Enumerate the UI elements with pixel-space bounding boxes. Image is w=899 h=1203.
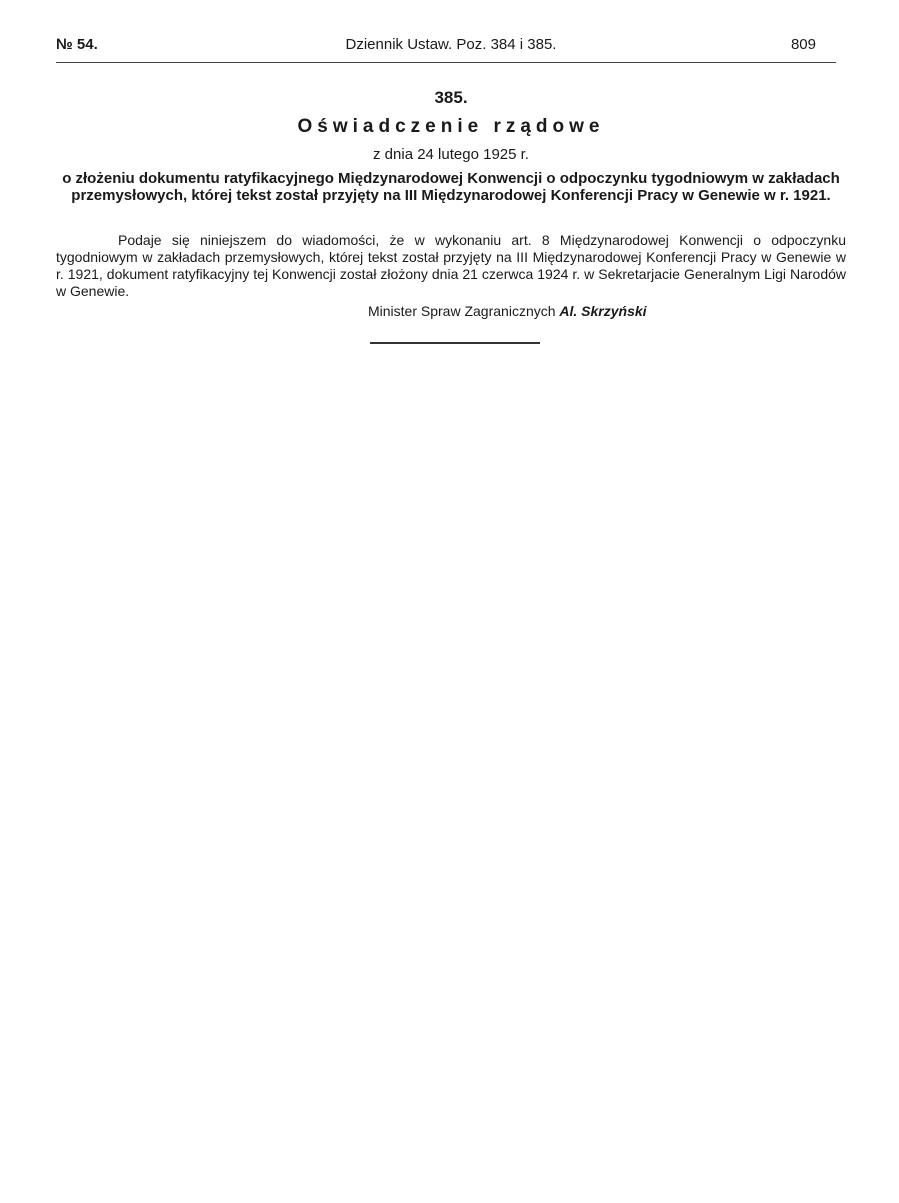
position-number: 385. (434, 88, 468, 107)
page-number: 809 (790, 36, 816, 53)
document-page (56, 32, 846, 56)
signature-name: Al. Skrzyński (559, 303, 647, 319)
document-body-text: Podaje się niniejszem do wiadomości, że w wykonaniu art. 8 Międzynarodowej Konwencji o odpoczynku tygodniowym w zakładach przemysłowych, której tekst został przyjęty na III Międzynarodowej Konferencji Pracy w Genewie w r. 1921, dokument ratyfikacyjny tej Konwencji został złożony dnia 21 czerwca 1924 r. w Sekretarjacie Generalnym Ligi Narodów w Genewie. (56, 232, 846, 299)
document-title: Oświadczenie rządowe (297, 116, 605, 137)
issue-number: № 54. (56, 36, 98, 53)
page-header (56, 32, 846, 56)
closing-divider (370, 342, 540, 344)
journal-title: Dziennik Ustaw. Poz. 384 i 385. (345, 36, 557, 53)
header-divider (56, 62, 836, 63)
signature (368, 303, 647, 319)
document-date: z dnia 24 lutego 1925 r. (373, 146, 529, 163)
document-subject: o złożeniu dokumentu ratyfikacyjnego Międzynarodowej Konwencji o odpoczynku tygodniowym w zakładach przemysłowych, której tekst został przyjęty na III Międzynarodowej Konferencji Pracy w Genewie w r. 1921. (62, 170, 840, 204)
signature-office: Minister Spraw Zagranicznych (368, 303, 556, 319)
